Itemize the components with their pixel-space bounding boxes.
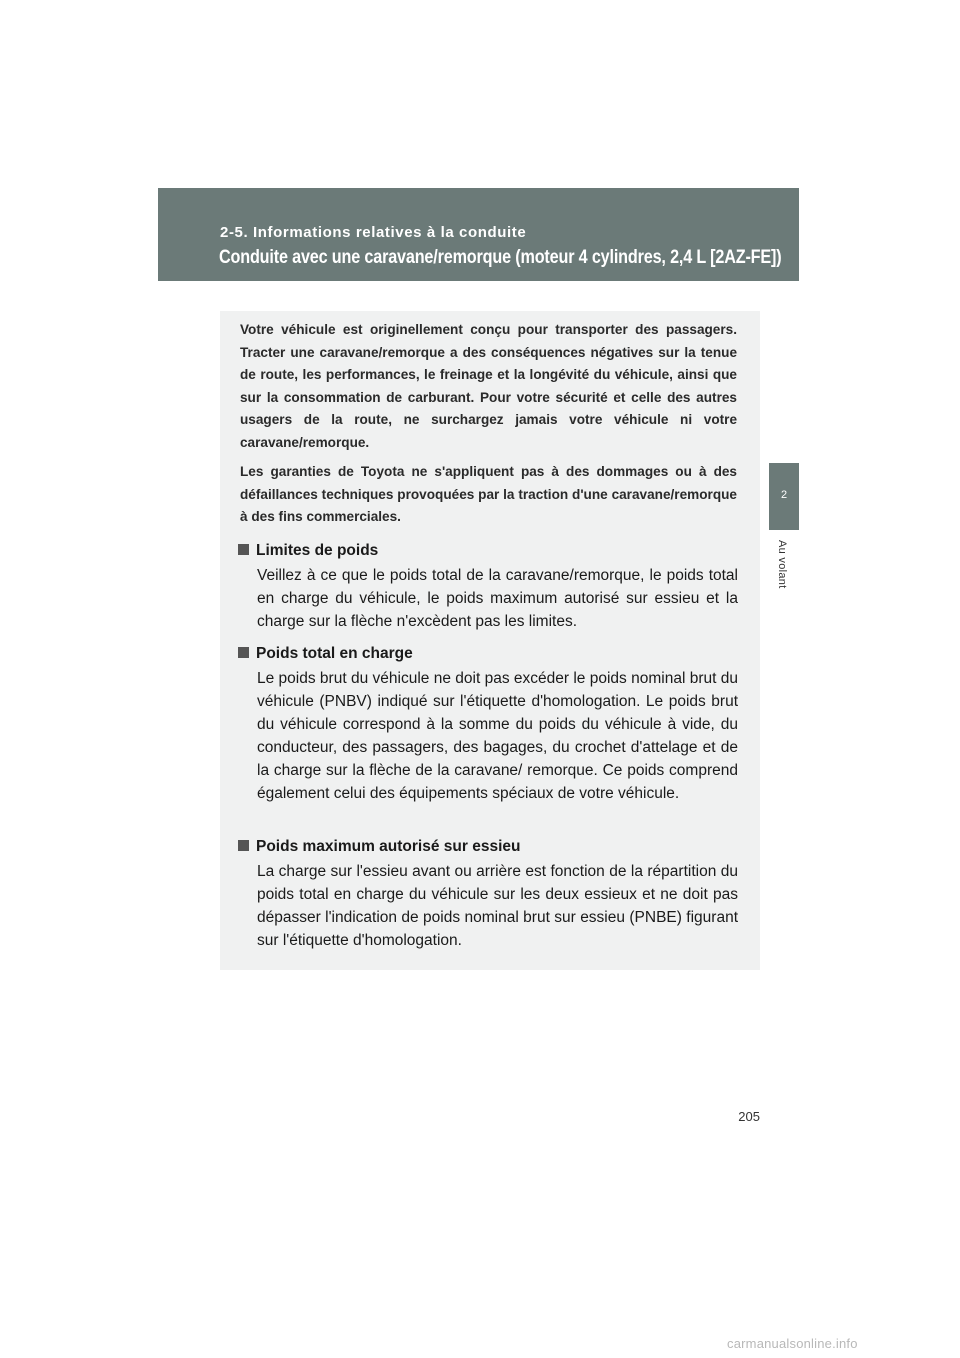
section-heading-text: Limites de poids — [256, 542, 379, 559]
section-body: Veillez à ce que le poids total de la caravane/remorque, le poids total en charge du véhicule, le poids maximum autorisé sur essieu et la charge sur la flèche n'excèdent pas les limites. — [257, 567, 738, 630]
page-title: Conduite avec une caravane/remorque (moteur 4 cylindres, 2,4 L [2AZ-FE]) — [219, 246, 782, 268]
section-heading-text: Poids maximum autorisé sur essieu — [256, 838, 521, 855]
chapter-number: 2 — [780, 489, 788, 501]
watermark[interactable]: carmanualsonline.info — [727, 1336, 858, 1351]
section-gross-weight — [238, 643, 738, 805]
section-axle-weight — [238, 836, 738, 952]
section-heading — [238, 643, 738, 665]
section-weight-limits — [238, 540, 738, 633]
chapter-label: Au volant — [776, 540, 788, 589]
section-heading — [238, 836, 738, 858]
section-heading-text: Poids total en charge — [256, 645, 413, 662]
warranty-text: Les garanties de Toyota ne s'appliquent pas à des dommages ou à des défaillances techniques provoquées par la traction d'une caravane/remorque à des fins commerciales. — [240, 464, 737, 524]
chapter-tab — [769, 463, 799, 530]
section-body: La charge sur l'essieu avant ou arrière est fonction de la répartition du poids total en charge du véhicule sur les deux essieux et ne doit pas dépasser l'indication de poids nominal brut sur essieu (PNBE) figurant sur l'étiquette d'homologation. — [257, 863, 738, 949]
warranty-paragraph — [240, 461, 737, 529]
page-number: 205 — [738, 1109, 760, 1124]
section-label: 2-5. Informations relatives à la conduite — [220, 224, 527, 241]
intro-paragraph — [240, 319, 737, 454]
intro-text: Votre véhicule est originellement conçu pour transporter des passagers. Tracter une caravane/remorque a des conséquences négatives sur la tenue de route, les performances, le freinage et la longévité du véhicule, ainsi que sur la consommation de carburant. Pour votre sécurité et celle des autres usagers de la route, ne surchargez jamais votre véhicule ni votre caravane/remorque. — [240, 322, 737, 450]
square-bullet-icon — [238, 840, 249, 851]
section-body: Le poids brut du véhicule ne doit pas excéder le poids nominal brut du véhicule (PNBV) indiqué sur l'étiquette d'homologation. Le poids brut du véhicule correspond à la somme du poids du véhicule à vide, du conducteur, des passagers, des bagages, du crochet d'attelage et de la charge sur la flèche de la caravane/ remorque. Ce poids comprend également celui des équipements spéciaux de votre véhicule. — [257, 670, 738, 802]
chapter-header — [158, 188, 799, 281]
content-box — [220, 311, 760, 970]
square-bullet-icon — [238, 647, 249, 658]
section-heading — [238, 540, 738, 562]
square-bullet-icon — [238, 544, 249, 555]
